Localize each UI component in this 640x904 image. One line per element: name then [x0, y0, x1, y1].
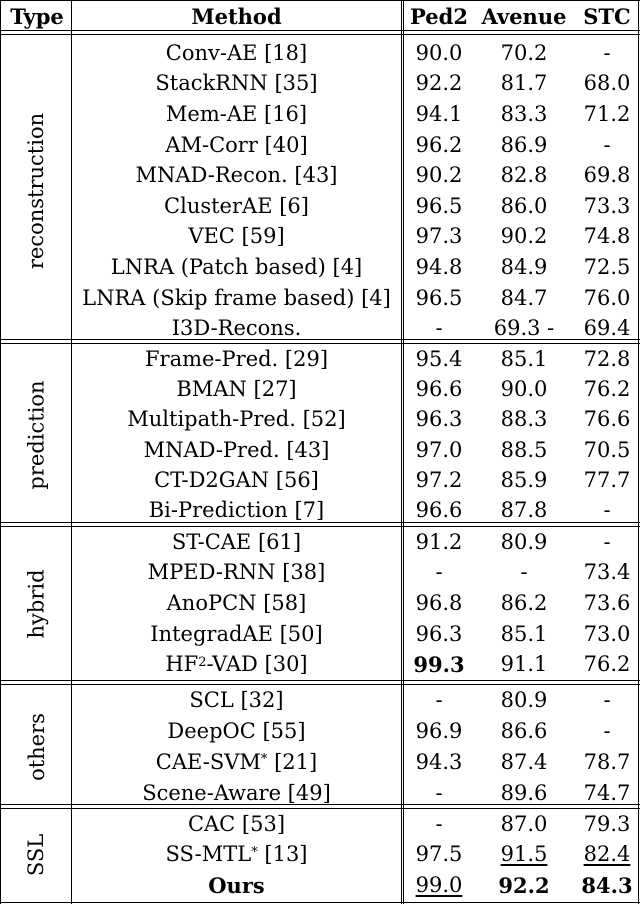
method-cell	[73, 405, 400, 435]
ped2-value	[404, 99, 474, 130]
ped2-value	[404, 313, 474, 344]
stc-value	[574, 191, 640, 222]
rule-line	[0, 34, 640, 35]
stc-value-text: -	[603, 718, 611, 743]
method-name: ClusterAE [6]	[164, 193, 309, 218]
stc-value	[574, 130, 640, 161]
method-name: MNAD-Pred. [43]	[143, 437, 330, 462]
method-name: CAC [53]	[187, 811, 286, 836]
ped2-value-text: 92.2	[415, 71, 463, 96]
ped2-value-text: 96.2	[415, 132, 463, 157]
method-cell	[73, 619, 400, 650]
avenue-value-text: 88.3	[500, 407, 548, 432]
method-cell	[73, 435, 400, 465]
method-cell	[73, 496, 400, 526]
method-name: LNRA (Patch based) [4]	[110, 254, 363, 279]
group-label-text: SSL	[24, 833, 49, 876]
ped2-value	[404, 465, 474, 495]
avenue-value-text: 80.9	[500, 529, 548, 554]
avenue-value-text: 89.6	[500, 780, 548, 805]
stc-value	[574, 716, 640, 747]
ped2-value	[404, 619, 474, 650]
avenue-value-text: 91.1	[500, 652, 548, 677]
avenue-value	[474, 252, 574, 283]
stc-value	[574, 588, 640, 619]
stc-value-text: 76.2	[583, 376, 631, 401]
avenue-value-text: 90.2	[500, 224, 548, 249]
avenue-value-text: 92.2	[498, 872, 550, 898]
method-name: CT-D2GAN [56]	[154, 467, 319, 492]
rule-line	[0, 902, 640, 903]
stc-value	[574, 405, 640, 435]
method-cell	[73, 465, 400, 495]
stc-value-text: 73.4	[583, 560, 631, 585]
group-label-prediction	[2, 344, 71, 526]
ped2-value-text: 91.2	[415, 529, 463, 554]
ped2-value-text: 96.6	[415, 376, 463, 401]
method-cell	[73, 588, 400, 619]
stc-value-text: 73.3	[583, 193, 631, 218]
method-name: VEC [59]	[188, 224, 285, 249]
avenue-value	[474, 313, 574, 344]
stc-value-text: 76.2	[583, 652, 631, 677]
avenue-value	[474, 374, 574, 404]
stc-value-text: -	[603, 498, 611, 523]
method-cell	[73, 222, 400, 253]
ped2-value	[404, 38, 474, 69]
stc-value	[574, 69, 640, 100]
ped2-value-text: -	[435, 687, 443, 712]
avenue-value-text: 87.0	[500, 811, 548, 836]
method-cell	[73, 283, 400, 314]
avenue-value-text: 87.4	[500, 749, 548, 774]
avenue-value-text: 70.2	[500, 40, 548, 65]
avenue-value	[474, 619, 574, 650]
stc-value-text: 73.6	[583, 590, 631, 615]
stc-value	[574, 465, 640, 495]
method-cell: HF $^2$ -VAD [30]	[165, 652, 308, 677]
stc-value-text: 73.0	[583, 621, 631, 646]
avenue-value	[474, 283, 574, 314]
ped2-value	[404, 191, 474, 222]
avenue-value	[474, 38, 574, 69]
ped2-value	[404, 778, 474, 809]
group-label-ssl	[2, 809, 71, 901]
method-cell	[73, 344, 400, 374]
method-cell	[73, 374, 400, 404]
ped2-value	[404, 527, 474, 558]
method-name: ST-CAE [61]	[171, 529, 302, 554]
method-name: HF	[165, 652, 199, 677]
avenue-value-text: 84.9	[500, 254, 548, 279]
stc-value-text: 74.7	[583, 780, 631, 805]
stc-value	[574, 809, 640, 840]
method-cell	[73, 160, 400, 191]
ped2-value-text: -	[435, 316, 443, 341]
ped2-value	[404, 160, 474, 191]
stc-value	[574, 252, 640, 283]
stc-value-text: 79.3	[583, 811, 631, 836]
group-label-text: prediction	[24, 380, 49, 490]
avenue-value-text: 86.6	[500, 718, 548, 743]
avenue-value-text: 82.8	[500, 163, 548, 188]
stc-value-text: -	[603, 132, 611, 157]
avenue-value	[474, 685, 574, 716]
stc-value-text: 76.6	[583, 407, 631, 432]
method-cell	[73, 809, 400, 840]
method-name: StackRNN [35]	[155, 71, 318, 96]
method-cell	[73, 716, 400, 747]
stc-value	[574, 99, 640, 130]
group-label-reconstruction	[2, 38, 71, 344]
avenue-value	[474, 465, 574, 495]
ped2-value-text: 97.0	[415, 437, 463, 462]
stc-value	[574, 222, 640, 253]
method-name: Conv-AE [18]	[165, 40, 308, 65]
ped2-value-text: -	[435, 560, 443, 585]
method-name: Scene-Aware [49]	[142, 780, 331, 805]
stc-value-text: 74.8	[583, 224, 631, 249]
stc-value	[574, 344, 640, 374]
ped2-value	[404, 870, 474, 901]
method-cell	[73, 527, 400, 558]
stc-value-text: 77.7	[583, 467, 631, 492]
stc-value-text: -	[603, 687, 611, 712]
ped2-value-text: 90.0	[415, 40, 463, 65]
method-name: SCL [32]	[189, 687, 284, 712]
stc-value-text: 76.0	[583, 285, 631, 310]
method-cell	[73, 38, 400, 69]
avenue-value	[474, 527, 574, 558]
rule-line	[0, 30, 640, 31]
ped2-value	[404, 283, 474, 314]
avenue-value-text: 84.7	[500, 285, 548, 310]
avenue-value-text: 90.0	[500, 376, 548, 401]
ped2-value	[404, 496, 474, 526]
avenue-value-text: 83.3	[500, 101, 548, 126]
avenue-value	[474, 840, 574, 871]
ped2-value-text: 96.3	[415, 407, 463, 432]
header-avenue: Avenue	[481, 3, 567, 29]
method-suffix: -VAD [30]	[206, 652, 308, 677]
stc-value	[574, 558, 640, 589]
ped2-value-text: 96.6	[415, 498, 463, 523]
ped2-value	[404, 809, 474, 840]
rule-line	[0, 0, 640, 1]
method-name: DeepOC [55]	[167, 718, 306, 743]
group-label-hybrid	[2, 527, 71, 680]
group-label-text: reconstruction	[24, 112, 49, 270]
stc-value	[574, 619, 640, 650]
method-cell	[73, 130, 400, 161]
avenue-value-text: 86.0	[500, 193, 548, 218]
ped2-value	[404, 344, 474, 374]
avenue-value	[474, 435, 574, 465]
method-cell	[73, 558, 400, 589]
stc-value	[574, 160, 640, 191]
method-name: CAE-SVM	[155, 749, 261, 774]
ped2-value	[404, 558, 474, 589]
method-suffix: [21]	[267, 749, 318, 774]
group-label-text: others	[24, 712, 49, 781]
stc-value-text: 71.2	[583, 101, 631, 126]
method-name: MNAD-Recon. [43]	[135, 163, 338, 188]
stc-value-text: 78.7	[583, 749, 631, 774]
method-name: IntegradAE [50]	[150, 621, 323, 646]
stc-value-text: 70.5	[583, 437, 631, 462]
avenue-value	[474, 716, 574, 747]
stc-value	[574, 685, 640, 716]
method-name: Multipath-Pred. [52]	[127, 407, 346, 432]
avenue-value	[474, 130, 574, 161]
method-cell	[73, 870, 400, 901]
stc-value-text: 68.0	[583, 71, 631, 96]
avenue-value	[474, 496, 574, 526]
ped2-value-text: 97.5	[415, 842, 463, 867]
ped2-value	[404, 405, 474, 435]
stc-value	[574, 283, 640, 314]
avenue-value	[474, 588, 574, 619]
method-cell: SS-MTL * [13]	[165, 842, 308, 867]
stc-value	[574, 435, 640, 465]
ped2-value	[404, 747, 474, 778]
ped2-value-text: 95.4	[415, 346, 463, 371]
method-cell	[73, 252, 400, 283]
avenue-value-text: 85.1	[500, 346, 548, 371]
stc-value-text: -	[603, 40, 611, 65]
ped2-value	[404, 840, 474, 871]
ped2-value-text: 96.3	[415, 621, 463, 646]
stc-value-text: 69.4	[583, 316, 631, 341]
stc-value-text: 69.8	[583, 163, 631, 188]
header-type: Type	[10, 3, 64, 29]
method-name: Mem-AE [16]	[165, 101, 308, 126]
ped2-value-text: 96.9	[415, 718, 463, 743]
ped2-value-text: 96.5	[415, 285, 463, 310]
method-name: AM-Corr [40]	[165, 132, 308, 157]
stc-value-text: 72.5	[583, 254, 631, 279]
method-name: BMAN [27]	[176, 376, 297, 401]
method-cell	[73, 99, 400, 130]
method-name: Frame-Pred. [29]	[144, 346, 329, 371]
stc-value	[574, 747, 640, 778]
avenue-value-text: 91.5	[500, 842, 548, 867]
ped2-value-text: 99.0	[415, 872, 463, 897]
ped2-value-text: 99.3	[413, 652, 465, 678]
method-name: I3D-Recons.	[171, 316, 302, 341]
method-name: SS-MTL	[165, 842, 252, 867]
header-stc: STC	[583, 3, 631, 29]
ped2-value-text: 94.1	[415, 101, 463, 126]
avenue-value	[474, 809, 574, 840]
stc-value-text: -	[603, 529, 611, 554]
ped2-value	[404, 685, 474, 716]
stc-value	[574, 840, 640, 871]
ped2-value-text: -	[435, 811, 443, 836]
method-cell	[73, 69, 400, 100]
avenue-value-text: 85.9	[500, 467, 548, 492]
ped2-value	[404, 252, 474, 283]
avenue-value	[474, 99, 574, 130]
rule-line	[0, 680, 640, 681]
stc-value	[574, 778, 640, 809]
ped2-value-text: 97.2	[415, 467, 463, 492]
avenue-value-text: -	[520, 560, 528, 585]
avenue-value	[474, 747, 574, 778]
avenue-value	[474, 344, 574, 374]
stc-value-text: 72.8	[583, 346, 631, 371]
avenue-value	[474, 191, 574, 222]
avenue-value	[474, 778, 574, 809]
ped2-value	[404, 649, 474, 680]
group-label-text: hybrid	[24, 568, 49, 639]
avenue-value-text: 88.5	[500, 437, 548, 462]
avenue-value	[474, 870, 574, 901]
ped2-value-text: 94.8	[415, 254, 463, 279]
avenue-value	[474, 558, 574, 589]
stc-value	[574, 496, 640, 526]
ped2-value-text: 90.2	[415, 163, 463, 188]
method-cell	[73, 313, 400, 344]
method-cell	[73, 685, 400, 716]
method-name: MPED-RNN [38]	[147, 560, 326, 585]
avenue-value	[474, 649, 574, 680]
ped2-value	[404, 69, 474, 100]
ped2-value	[404, 435, 474, 465]
avenue-value-text: 87.8	[500, 498, 548, 523]
avenue-value	[474, 405, 574, 435]
stc-value-text: 82.4	[583, 842, 631, 867]
avenue-value	[474, 160, 574, 191]
method-cell	[73, 191, 400, 222]
avenue-value-text: 86.9	[500, 132, 548, 157]
stc-value	[574, 870, 640, 901]
avenue-value-text: 85.1	[500, 621, 548, 646]
method-name: Bi-Prediction [7]	[148, 498, 325, 523]
ped2-value-text: 94.3	[415, 749, 463, 774]
ped2-value	[404, 588, 474, 619]
avenue-value-text: 69.3 -	[493, 316, 555, 341]
avenue-value-text: 86.2	[500, 590, 548, 615]
header-ped2: Ped2	[410, 3, 468, 29]
ped2-value	[404, 374, 474, 404]
avenue-value-text: 80.9	[500, 687, 548, 712]
avenue-value	[474, 69, 574, 100]
ped2-value-text: 97.3	[415, 224, 463, 249]
method-name: AnoPCN [58]	[166, 590, 307, 615]
method-name: LNRA (Skip frame based) [4]	[82, 285, 391, 310]
method-name: Ours	[208, 872, 265, 898]
method-suffix: [13]	[257, 842, 308, 867]
ped2-value	[404, 130, 474, 161]
stc-value	[574, 374, 640, 404]
ped2-value-text: 96.5	[415, 193, 463, 218]
stc-value	[574, 313, 640, 344]
avenue-value	[474, 222, 574, 253]
ped2-value	[404, 716, 474, 747]
ped2-value-text: 96.8	[415, 590, 463, 615]
stc-value-text: 84.3	[581, 872, 633, 898]
header-method: Method	[191, 3, 282, 29]
ped2-value	[404, 222, 474, 253]
method-cell	[73, 778, 400, 809]
avenue-value-text: 81.7	[500, 71, 548, 96]
method-cell: CAE-SVM * [21]	[155, 749, 318, 774]
group-label-others	[2, 685, 71, 809]
stc-value	[574, 38, 640, 69]
ped2-value-text: -	[435, 780, 443, 805]
stc-value	[574, 527, 640, 558]
stc-value	[574, 649, 640, 680]
